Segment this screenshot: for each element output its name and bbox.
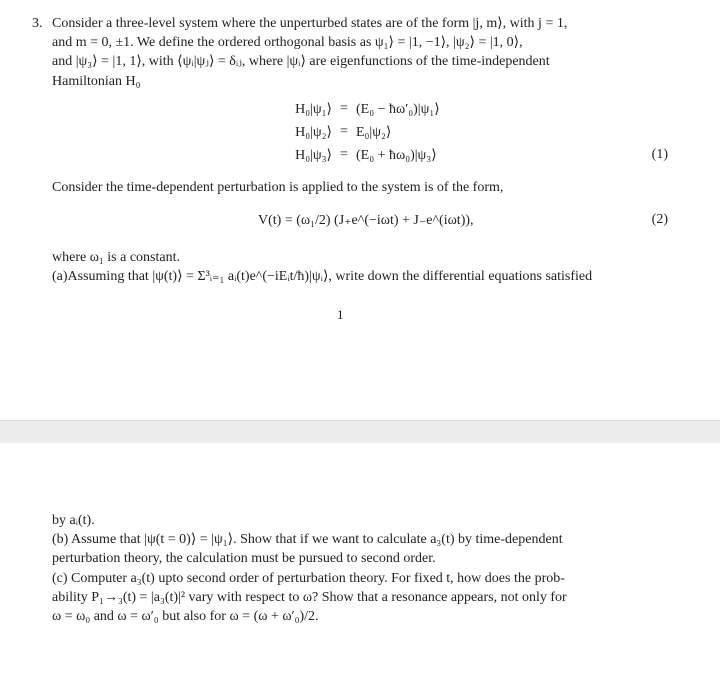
- part-a-line: (a)Assuming that |ψ(t)⟩ = Σ³ᵢ₌₁ aᵢ(t)e^(−iEᵢt/ħ)|ψᵢ⟩, write down the differential equations satisfied: [52, 269, 593, 285]
- page-number: 1: [337, 307, 344, 322]
- part-b-line: perturbation theory, the calculation must be pursued to second order.: [52, 551, 436, 567]
- eq2-number: (2): [651, 212, 668, 227]
- perturbation-text: [52, 178, 672, 197]
- part-a-block: [52, 248, 672, 286]
- eq1-lhs: H₀|ψ₃⟩: [295, 148, 332, 163]
- where-line: where ω₁ is a constant.: [52, 250, 181, 265]
- continuation-block: [52, 511, 672, 626]
- part-c-line: ω = ω₀ and ω = ω′₀ but also for ω = (ω + ω′₀)/2.: [52, 608, 319, 624]
- page-separator: [0, 420, 720, 444]
- eq1-rhs: E₀|ψ₂⟩: [356, 125, 392, 140]
- eq1-lhs: H₀|ψ₂⟩: [295, 125, 332, 140]
- eq1-rel: =: [340, 124, 348, 139]
- eq1-lhs: H₀|ψ₁⟩: [295, 102, 332, 117]
- document-page-2: [0, 443, 720, 684]
- problem-number: 3.: [32, 16, 43, 31]
- problem-intro: [32, 14, 672, 91]
- continuation-line: by aᵢ(t).: [52, 513, 95, 528]
- intro-line: and |ψ₃⟩ = |1, 1⟩, with ⟨ψᵢ|ψⱼ⟩ = δᵢⱼ, where |ψᵢ⟩ are eigenfunctions of the time-independent: [52, 54, 550, 70]
- intro-line: and m = 0, ±1. We define the ordered orthogonal basis as ψ₁⟩ = |1, −1⟩, |ψ₂⟩ = |1, 0⟩,: [52, 35, 523, 51]
- equation-2: V(t) = (ω₁/2) (J₊e^(−iωt) + J₋e^(iωt)),: [258, 213, 474, 228]
- eq1-rhs: (E₀ + ħω₀)|ψ₃⟩: [356, 148, 437, 163]
- intro-line: Hamiltonian H₀: [52, 73, 141, 89]
- perturbation-line: Consider the time-dependent perturbation is applied to the system is of the form,: [52, 180, 504, 195]
- eq1-rel: =: [340, 101, 348, 116]
- part-b-line: (b) Assume that |ψ(t = 0)⟩ = |ψ₁⟩. Show that if we want to calculate a₃(t) by time-dependent: [52, 532, 563, 548]
- eq1-rhs: (E₀ − ħω′₀)|ψ₁⟩: [356, 102, 440, 117]
- part-c-line: ability P₁→₃(t) = |a₃(t)|² vary with respect to ω? Show that a resonance appears, not only for: [52, 589, 567, 605]
- part-c-line: (c) Computer a₃(t) upto second order of perturbation theory. For fixed t, how does the prob-: [52, 570, 565, 586]
- eq1-rel: =: [340, 147, 348, 162]
- intro-line: Consider a three-level system where the unperturbed states are of the form |j, m⟩, with j = 1,: [52, 16, 568, 31]
- eq1-number: (1): [651, 147, 668, 162]
